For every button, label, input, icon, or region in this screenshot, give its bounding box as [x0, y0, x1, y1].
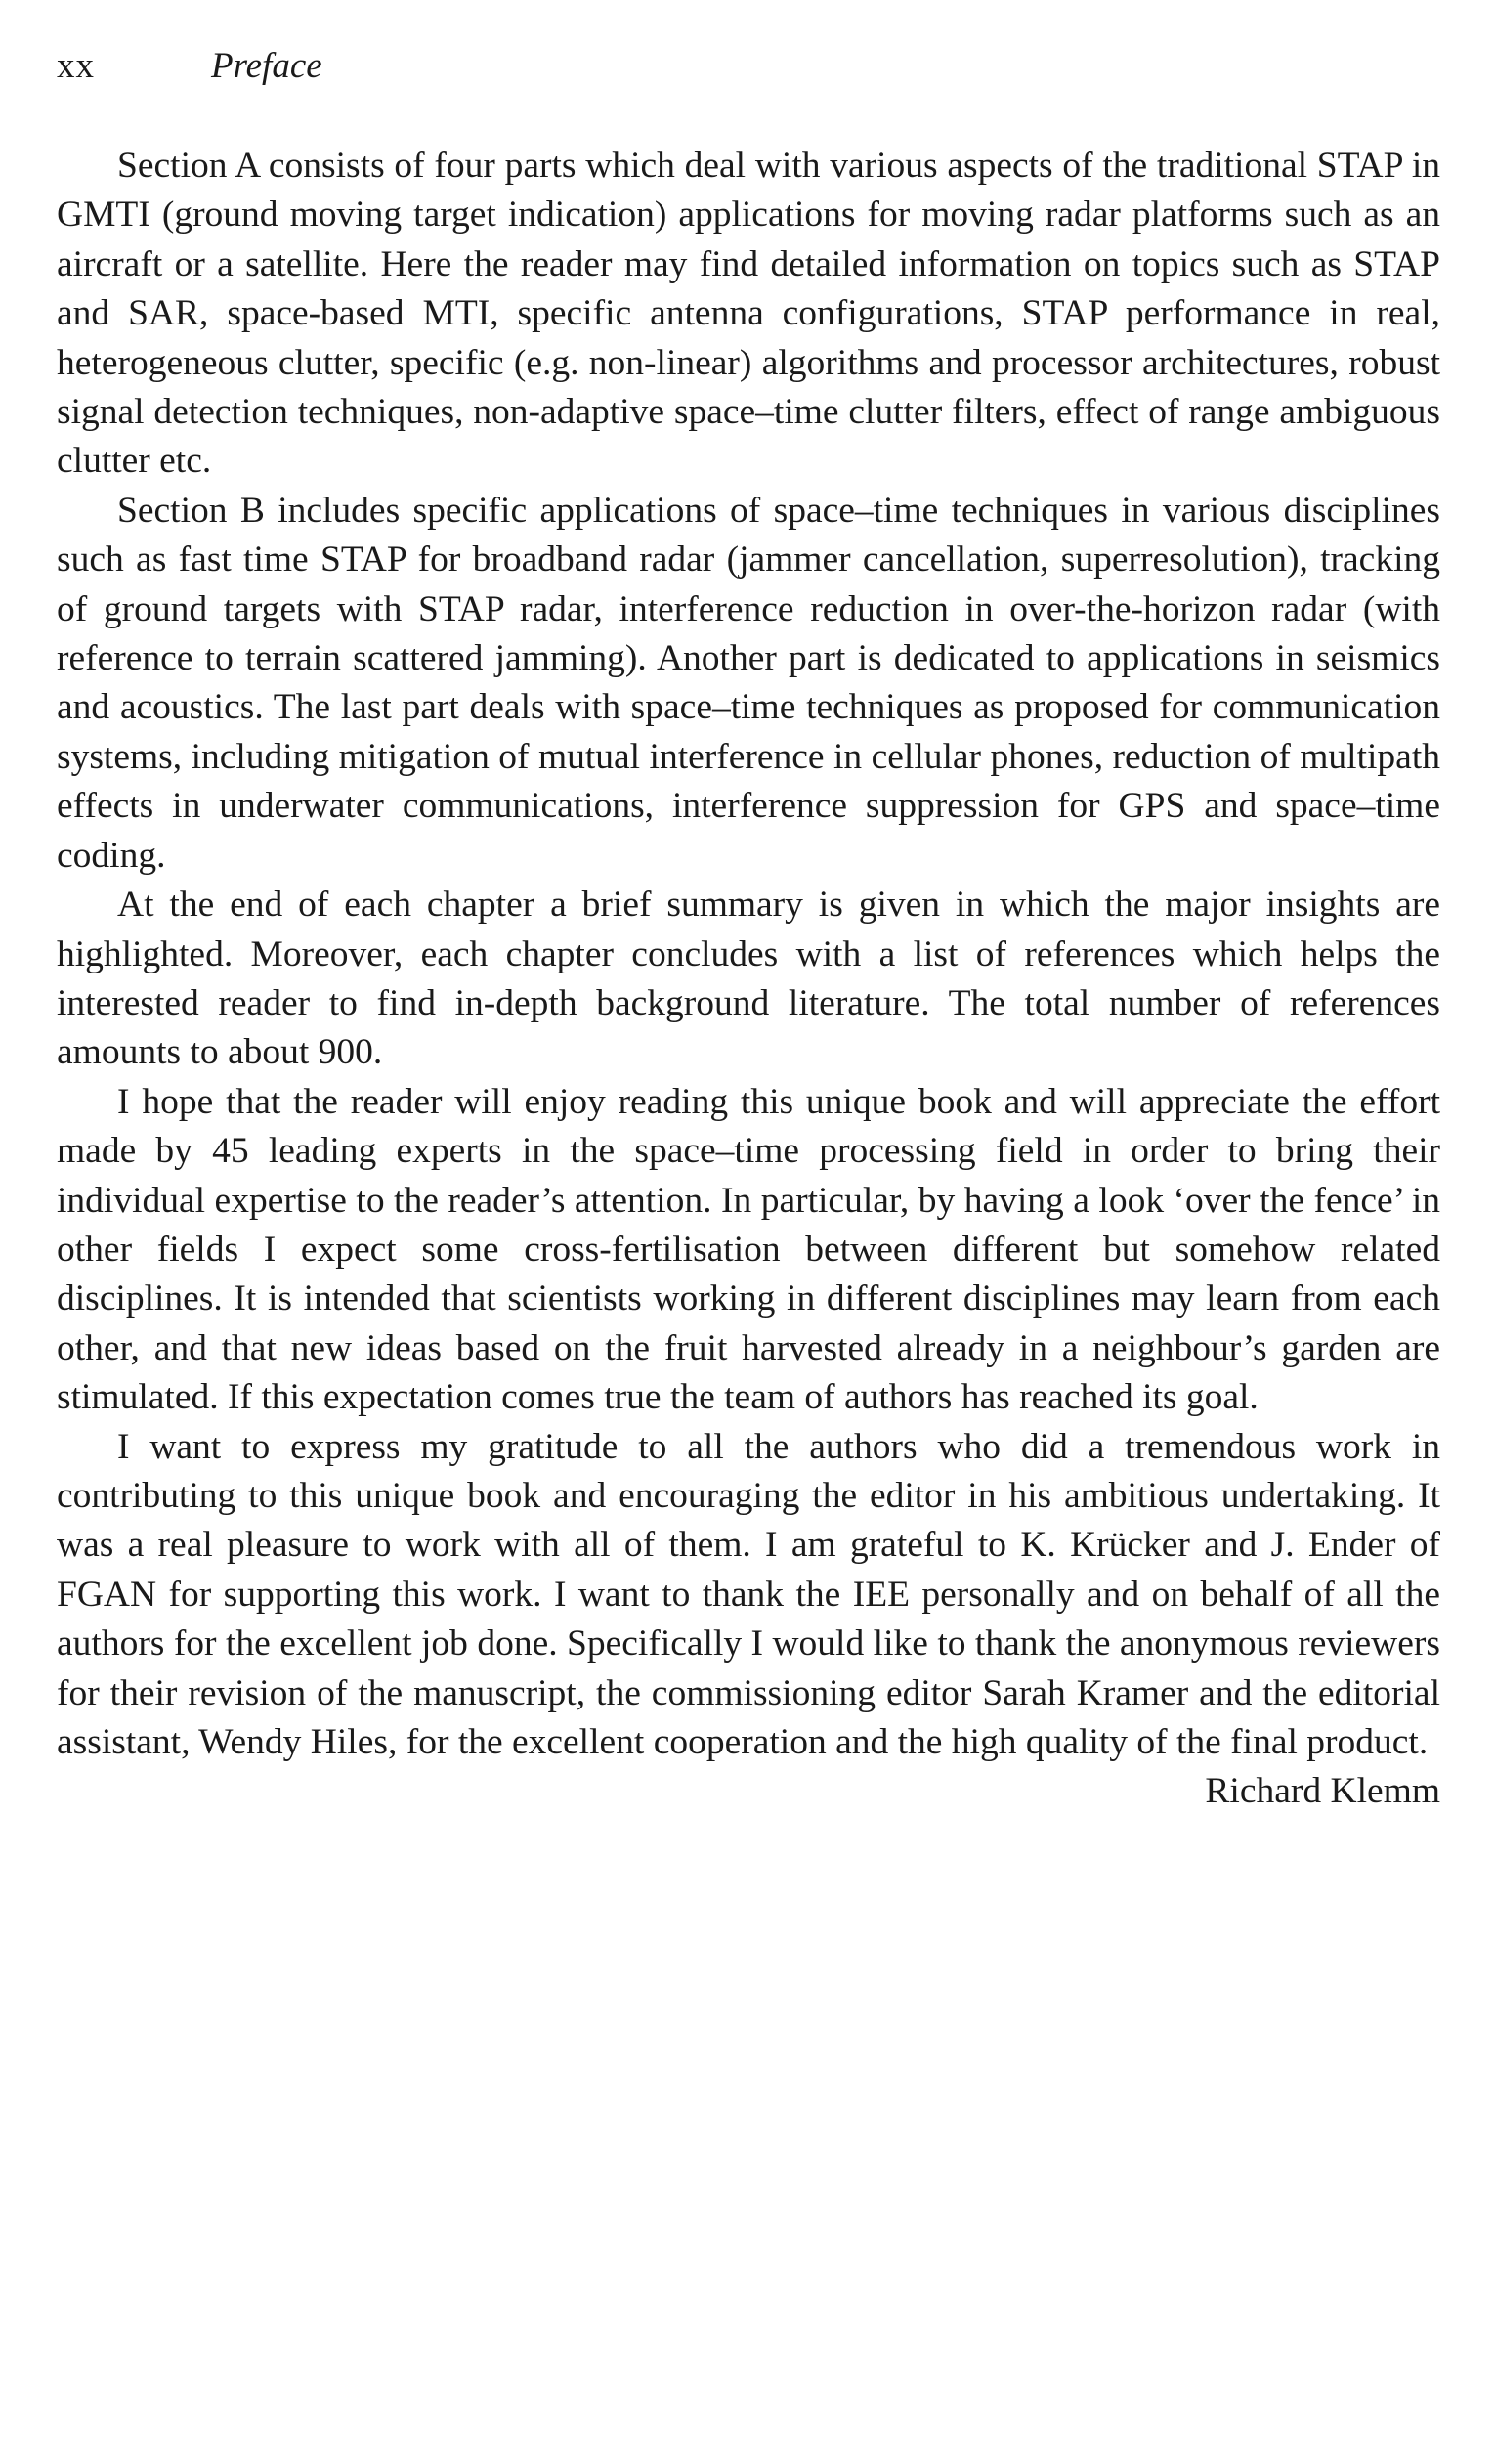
- paragraph-section-a: Section A consists of four parts which deal with various aspects of the traditional STAP in GMTI (ground moving target indication) applications for moving radar platforms such as an aircraft or a satellite. Here the reader may find detailed information on topics such as STAP and SAR, space-based MTI, specific antenna configurations, STAP performance in real, heterogeneous clutter, specific (e.g. non-linear) algorithms and processor architectures, robust signal detection techniques, non-adaptive space–time clutter filters, effect of range ambiguous clutter etc.: [57, 146, 1440, 482]
- preface-body: [57, 142, 1440, 1817]
- author-signature: Richard Klemm: [1205, 1771, 1440, 1812]
- paragraph-acknowledgements: I want to express my gratitude to all the authors who did a tremendous work in contributing to this unique book and encouraging the editor in his ambitious undertaking. It was a real pleasure to work with all of them. I am grateful to K. Krücker and J. Ender of FGAN for supporting this work. I want to thank the IEE personally and on behalf of all the authors for the excellent job done. Specifically I would like to thank the anonymous reviewers for their revision of the manuscript, the commissioning editor Sarah Kramer and the editorial assistant, Wendy Hiles, for the excellent cooperation and the high quality of the final product.: [57, 1426, 1440, 1762]
- paragraph-summaries: At the end of each chapter a brief summary is given in which the major insights are highlighted. Moreover, each chapter concludes with a list of references which helps the interested reader to find in-depth background literature. The total number of references amounts to about 900.: [57, 885, 1440, 1073]
- paragraph-hopes: I hope that the reader will enjoy reading this unique book and will appreciate the effort made by 45 leading experts in the space–time processing field in order to bring their individual expertise to the reader’s attention. In particular, by having a look ‘over the fence’ in other fields I expect some cross-fertilisation between different but somehow related disciplines. It is intended that scientists working in different disciplines may learn from each other, and that new ideas based on the fruit harvested already in a neighbour’s garden are stimulated. If this expectation comes true the team of authors has reached its goal.: [57, 1081, 1440, 1418]
- paragraph-section-b: Section B includes specific applications of space–time techniques in various disciplines such as fast time STAP for broadband radar (jammer cancellation, superresolution), tracking of ground targets with STAP radar, interference reduction in over-the-horizon radar (with reference to terrain scattered jamming). Another part is dedicated to applications in seismics and acoustics. The last part deals with space–time techniques as proposed for communication systems, including mitigation of mutual interference in cellular phones, reduction of multipath effects in underwater communications, interference suppression for GPS and space–time coding.: [57, 490, 1440, 876]
- running-title: Preface: [211, 46, 322, 86]
- running-header: [57, 43, 322, 90]
- page-number: xx: [57, 46, 95, 86]
